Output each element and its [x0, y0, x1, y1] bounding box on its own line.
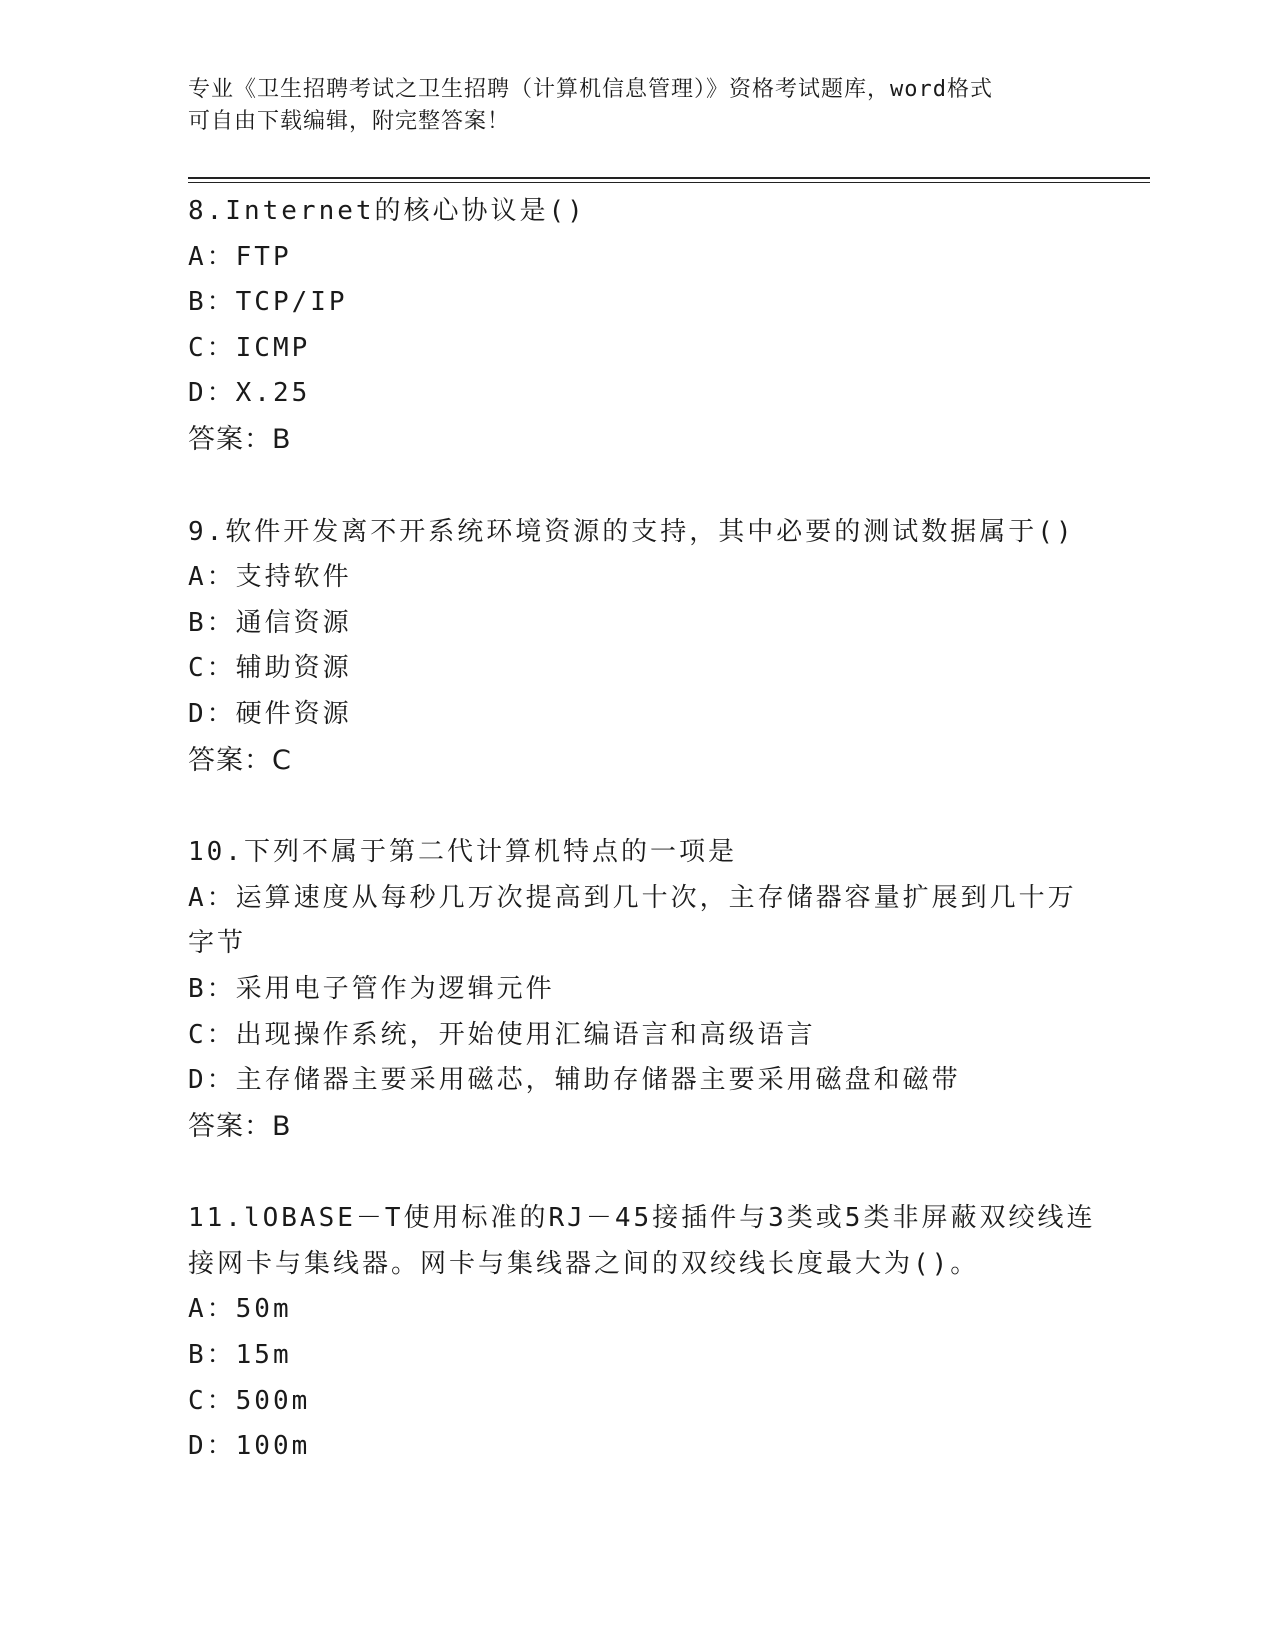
- question-stem: 10.下列不属于第二代计算机特点的一项是: [188, 837, 737, 868]
- question-stem: 9.软件开发离不开系统环境资源的支持，其中必要的测试数据属于(): [188, 516, 1075, 547]
- option-b: B：TCP/IP: [188, 287, 348, 318]
- option-a: A：支持软件: [188, 562, 352, 593]
- answer: 答案：B: [188, 1110, 292, 1142]
- option-b: B：采用电子管作为逻辑元件: [188, 973, 555, 1004]
- option-c: C：500m: [188, 1385, 311, 1416]
- option-a: A：运算速度从每秒几万次提高到几十次，主存储器容量扩展到几十万: [188, 882, 1077, 913]
- option-b: B：通信资源: [188, 607, 352, 638]
- option-d: D：X.25: [188, 378, 311, 409]
- header-divider-thin: [188, 182, 1150, 183]
- question-stem-continued: 接网卡与集线器。网卡与集线器之间的双绞线长度最大为()。: [188, 1248, 980, 1279]
- question-stem: 11.lOBASE－T使用标准的RJ－45接插件与3类或5类非屏蔽双绞线连: [188, 1203, 1096, 1234]
- question-8: [188, 189, 1088, 463]
- option-d: D：100m: [188, 1431, 311, 1462]
- question-9: [188, 510, 1088, 784]
- document-header: [188, 74, 1088, 138]
- header-line-1: 专业《卫生招聘考试之卫生招聘（计算机信息管理）》资格考试题库，word格式: [188, 77, 993, 102]
- question-stem: 8.Internet的核心协议是(): [188, 196, 586, 226]
- question-11: [188, 1196, 1096, 1470]
- question-list: [188, 189, 1096, 1470]
- answer: 答案：C: [188, 744, 292, 776]
- option-c: C：辅助资源: [188, 653, 352, 684]
- header-divider-thick: [188, 177, 1150, 179]
- option-c: C：ICMP: [188, 332, 311, 363]
- option-b: B：15m: [188, 1340, 292, 1371]
- option-a-continued: 字节: [188, 928, 247, 959]
- option-a: A：50m: [188, 1294, 292, 1325]
- option-c: C：出现操作系统，开始使用汇编语言和高级语言: [188, 1019, 816, 1050]
- option-d: D：硬件资源: [188, 698, 352, 729]
- header-line-2: 可自由下载编辑，附完整答案！: [188, 109, 511, 134]
- question-10: [188, 830, 1088, 1149]
- option-a: A：FTP: [188, 241, 292, 272]
- option-d: D：主存储器主要采用磁芯，辅助存储器主要采用磁盘和磁带: [188, 1065, 961, 1096]
- answer: 答案：B: [188, 423, 292, 455]
